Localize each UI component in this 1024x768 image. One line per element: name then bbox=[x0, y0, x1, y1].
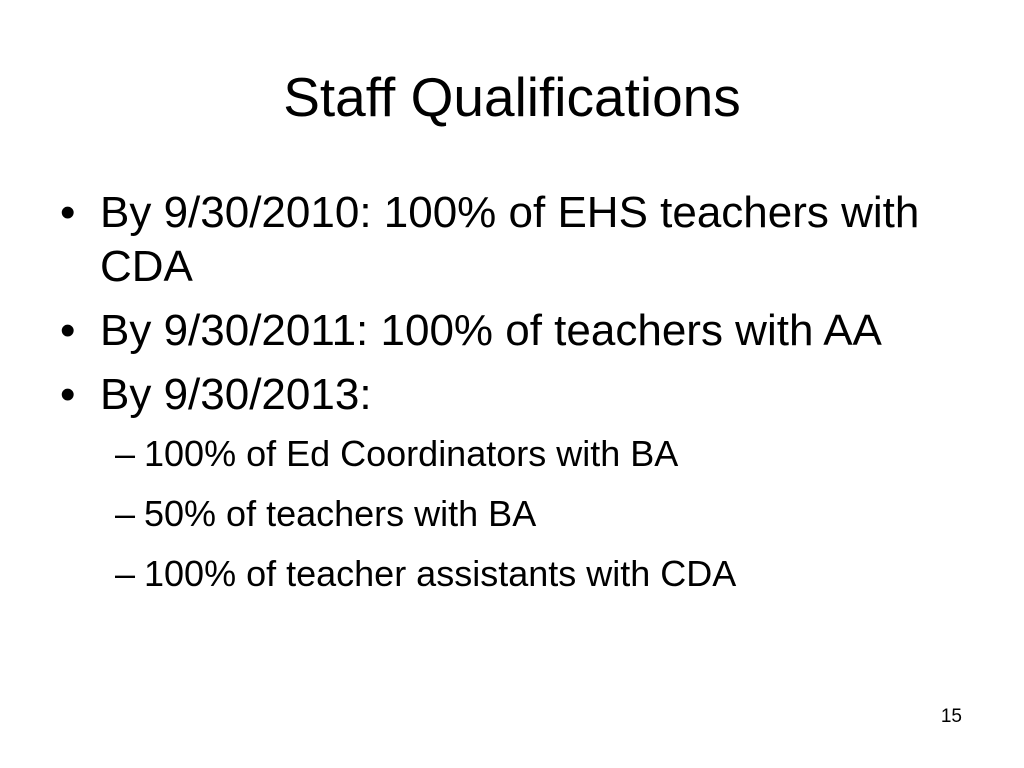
sub-bullet-text: 100% of Ed Coordinators with BA bbox=[144, 433, 679, 474]
sub-bullet-item bbox=[60, 492, 970, 536]
bullet-icon: • bbox=[60, 188, 76, 237]
bullet-icon: • bbox=[60, 306, 76, 355]
dash-icon: – bbox=[115, 553, 136, 594]
sub-bullet-text: 50% of teachers with BA bbox=[144, 493, 537, 534]
bullet-text: By 9/30/2011: 100% of teachers with AA bbox=[100, 306, 882, 355]
bullet-item bbox=[60, 186, 970, 294]
bullet-icon: • bbox=[60, 370, 76, 419]
slide-title: Staff Qualifications bbox=[283, 66, 741, 128]
sub-bullet-item bbox=[60, 552, 970, 596]
page-number: 15 bbox=[940, 706, 962, 727]
dash-icon: – bbox=[115, 433, 136, 474]
bullet-item bbox=[60, 368, 970, 422]
sub-bullet-item bbox=[60, 432, 970, 476]
bullet-text: By 9/30/2013: bbox=[100, 370, 372, 419]
bullet-text: By 9/30/2010: 100% of EHS teachers with CDA bbox=[100, 188, 920, 291]
bullet-item bbox=[60, 304, 970, 358]
sub-bullet-list bbox=[60, 432, 970, 596]
bullet-list bbox=[60, 186, 970, 612]
sub-bullet-text: 100% of teacher assistants with CDA bbox=[144, 553, 737, 594]
dash-icon: – bbox=[115, 493, 136, 534]
